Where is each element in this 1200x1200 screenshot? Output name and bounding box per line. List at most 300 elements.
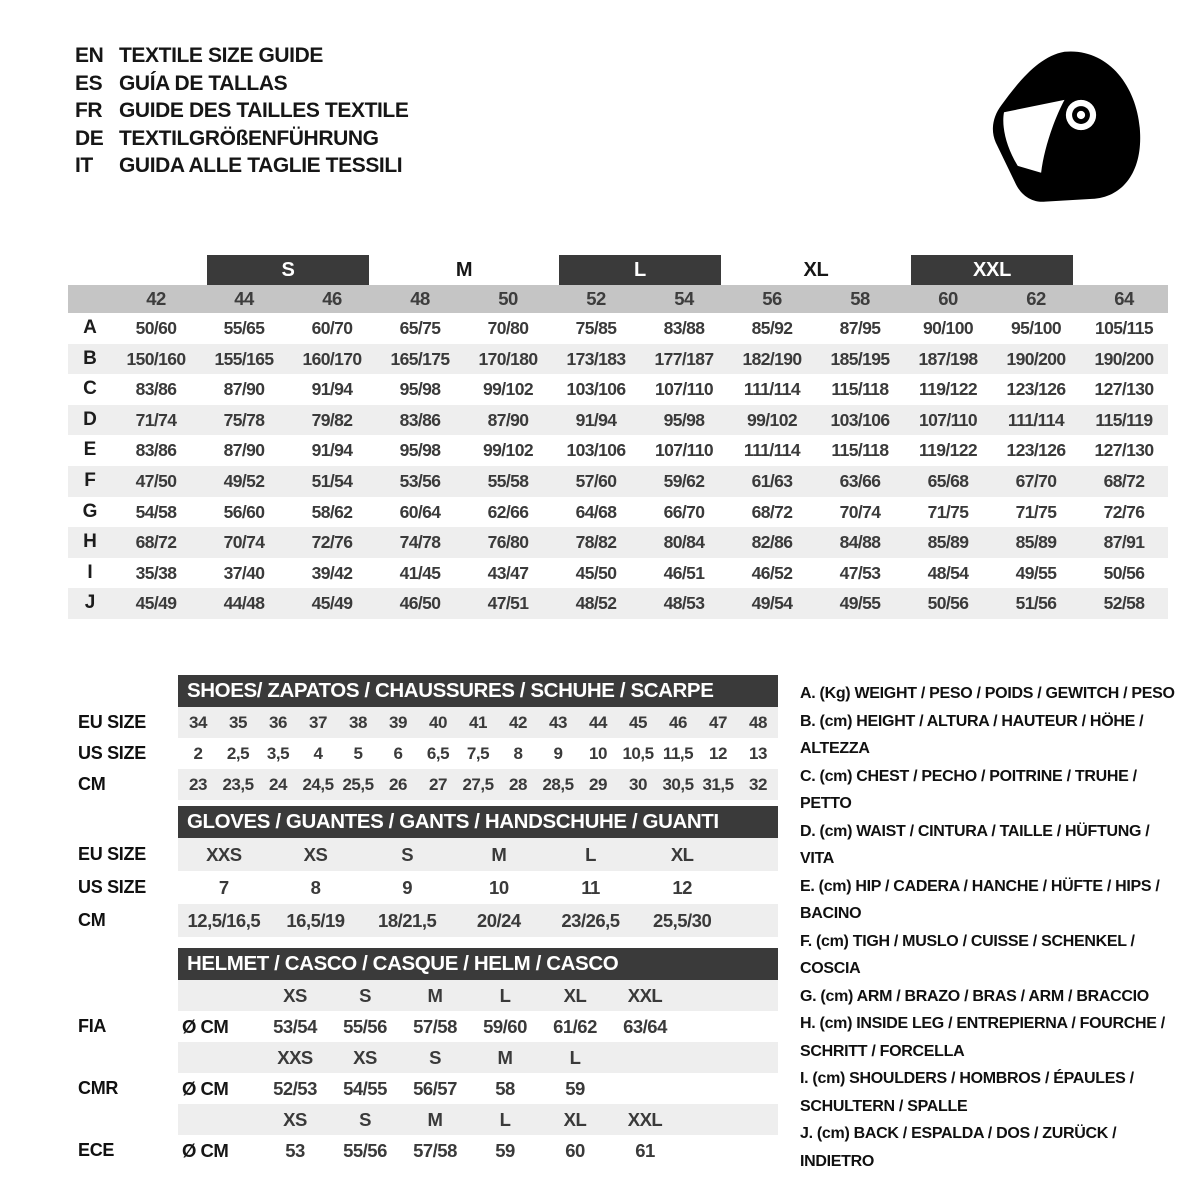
measurement-value: 95/98 [663, 409, 705, 430]
shoe-us-size: 11,5 [662, 743, 694, 763]
shoe-cm-size: 28,5 [542, 774, 574, 794]
ece-size-label: XL [563, 1108, 587, 1130]
cmr-value: 52/53 [273, 1077, 317, 1099]
measurement-value: 44/48 [223, 593, 265, 614]
shoe-us-size: 13 [749, 743, 767, 763]
size-number: 64 [1114, 288, 1134, 309]
measurement-value: 111/114 [743, 440, 801, 461]
measurement-value: 47/51 [487, 593, 529, 614]
language-title: GUIDA ALLE TAGLIE TESSILI [119, 154, 403, 177]
language-title: TEXTILE SIZE GUIDE [119, 44, 323, 67]
legend-item: B. (cm) HEIGHT / ALTURA / HAUTEUR / HÖHE / ALTEZZA [800, 712, 1144, 757]
shoe-eu-size: 39 [389, 712, 407, 732]
ece-value: 59 [495, 1139, 515, 1161]
size-group-xxl: XXL [911, 255, 1073, 285]
measurement-value: 107/110 [654, 379, 714, 400]
measurement-value: 46/52 [751, 562, 793, 583]
shoe-cm-size: 32 [749, 774, 767, 794]
measurement-value: 83/86 [135, 440, 177, 461]
measurement-row [68, 558, 1168, 589]
measurement-value: 48/53 [663, 593, 705, 614]
measurement-value: 65/75 [399, 318, 441, 338]
measurement-value: 49/52 [223, 470, 265, 491]
shoes-size-table [68, 675, 778, 800]
measurement-value: 190/200 [1006, 348, 1066, 369]
shoe-cm-size: 24,5 [302, 774, 334, 794]
gloves-size-table [68, 806, 778, 937]
shoes-table-title: SHOES/ ZAPATOS / CHAUSSURES / SCHUHE / SCARPE [178, 675, 778, 707]
glove-cm-size: 23/26,5 [561, 909, 620, 931]
measurement-value: 115/118 [831, 379, 889, 400]
size-number: 58 [850, 288, 870, 309]
measurement-value: 103/106 [566, 379, 626, 400]
shoe-us-size: 4 [313, 743, 323, 763]
gloves-cm-row [68, 904, 778, 937]
glove-cm-size: 25,5/30 [653, 909, 712, 931]
measurement-value: 50/56 [1103, 562, 1145, 583]
glove-us-size: 7 [218, 876, 229, 898]
ece-values-row [68, 1135, 778, 1166]
measurement-value: 150/160 [126, 348, 186, 369]
measurement-value: 91/94 [575, 409, 617, 430]
measurement-value: 63/66 [839, 470, 881, 491]
shoes-eu-values [178, 707, 778, 738]
ece-label: ECE [78, 1140, 115, 1160]
measurement-value: 91/94 [311, 440, 353, 461]
measurement-value: 87/91 [1103, 532, 1145, 553]
measurement-value: 155/165 [214, 348, 274, 369]
measurement-value: 85/89 [1015, 532, 1057, 553]
size-group-s: S [207, 255, 369, 285]
measurement-row [68, 588, 1168, 619]
cmr-value: 54/55 [343, 1077, 387, 1099]
measurement-row [68, 466, 1168, 497]
gloves-eu-row [68, 838, 778, 871]
language-code: FR [75, 99, 103, 122]
shoe-eu-size: 41 [469, 712, 487, 732]
gloves-cm-values [178, 904, 778, 937]
measurement-value: 82/86 [751, 532, 793, 553]
helmet-table-title: HELMET / CASCO / CASQUE / HELM / CASCO [178, 948, 778, 980]
measurement-value: 165/175 [390, 348, 450, 369]
measurement-value: 85/89 [927, 532, 969, 553]
measurement-value: 71/75 [927, 501, 969, 522]
measurement-value: 103/106 [566, 440, 626, 461]
legend-item: A. (Kg) WEIGHT / PESO / POIDS / GEWITCH / PESO [800, 685, 1175, 702]
size-number: 52 [586, 288, 606, 309]
measurement-legend [800, 680, 1178, 1175]
row-letter: E [83, 439, 97, 461]
measurement-value: 83/88 [663, 318, 705, 338]
fia-size-label: M [427, 984, 443, 1006]
gloves-us-values [178, 871, 778, 904]
measurement-value: 79/82 [311, 409, 353, 430]
language-title: TEXTILGRÖßENFÜHRUNG [119, 126, 379, 150]
fia-size-labels [178, 980, 778, 1011]
measurement-value: 70/74 [223, 532, 265, 553]
shoes-us-row [68, 738, 778, 769]
size-number: 56 [762, 288, 782, 309]
ece-size-label: M [427, 1108, 443, 1130]
cmr-size-label: S [429, 1046, 441, 1068]
measurement-value: 51/54 [311, 470, 353, 491]
language-code: EN [75, 44, 104, 67]
measurement-value: 75/78 [223, 409, 265, 430]
row-letter: J [84, 592, 96, 614]
size-number: 48 [410, 288, 430, 309]
measurement-value: 37/40 [223, 562, 265, 583]
measurement-value: 59/62 [663, 470, 705, 491]
measurement-value: 62/66 [487, 501, 529, 522]
measurement-row [68, 313, 1168, 344]
size-number: 50 [498, 288, 518, 309]
ece-value: 55/56 [343, 1139, 387, 1161]
measurement-value: 185/195 [830, 348, 890, 369]
shoe-eu-size: 38 [349, 712, 367, 732]
cmr-size-labels [178, 1042, 778, 1073]
measurement-value: 65/68 [927, 470, 969, 491]
shoe-us-size: 9 [553, 743, 563, 763]
measurement-value: 49/55 [839, 593, 881, 614]
shoe-cm-size: 24 [269, 774, 287, 794]
measurement-value: 51/56 [1015, 593, 1057, 614]
measurement-value: 103/106 [830, 409, 890, 430]
measurement-value: 99/102 [747, 409, 797, 430]
measurement-value: 41/45 [399, 562, 441, 583]
racing-helmet-icon [982, 36, 1147, 216]
fia-value: 63/64 [623, 1015, 667, 1037]
measurement-value: 160/170 [302, 348, 362, 369]
cmr-value: 56/57 [413, 1077, 457, 1099]
measurement-row [68, 497, 1168, 528]
ece-size-label: XS [283, 1108, 307, 1130]
measurement-value: 39/42 [311, 562, 353, 583]
measurement-value: 46/50 [399, 593, 441, 614]
measurement-value: 190/200 [1094, 348, 1154, 369]
measurement-value: 173/183 [566, 348, 626, 369]
ece-sizes-row [68, 1104, 778, 1135]
measurement-value: 49/55 [1015, 562, 1057, 583]
ece-value: 53 [285, 1139, 305, 1161]
measurement-value: 43/47 [487, 562, 529, 583]
measurement-value: 45/50 [575, 562, 617, 583]
shoe-eu-size: 44 [589, 712, 607, 732]
shoes-eu-row [68, 707, 778, 738]
size-number: 62 [1026, 288, 1046, 309]
language-title-list [75, 42, 408, 180]
measurement-value: 72/76 [311, 532, 353, 553]
legend-item: D. (cm) WAIST / CINTURA / TAILLE / HÜFTUNG / VITA [800, 822, 1150, 867]
fia-sizes-spacer [68, 980, 178, 1011]
cmr-value: 58 [495, 1077, 515, 1099]
measurement-row [68, 344, 1168, 375]
shoe-eu-size: 42 [509, 712, 527, 732]
measurement-value: 83/86 [399, 409, 441, 430]
measurement-value: 45/49 [311, 593, 353, 614]
shoe-cm-size: 30,5 [662, 774, 694, 794]
measurement-value: 68/72 [1103, 470, 1145, 491]
cmr-values [178, 1073, 778, 1104]
measurement-value: 80/84 [663, 532, 705, 553]
glove-eu-size: M [491, 843, 507, 865]
gloves-cm-label: CM [78, 910, 106, 930]
glove-us-size: 11 [581, 876, 600, 898]
fia-values-row [68, 1011, 778, 1042]
measurement-value: 71/74 [135, 409, 177, 430]
measurement-value: 76/80 [487, 532, 529, 553]
size-number: 54 [674, 288, 694, 309]
language-row [75, 70, 408, 98]
measurement-value: 115/118 [831, 440, 889, 461]
measurement-value: 57/60 [575, 470, 617, 491]
measurement-value: 177/187 [654, 348, 714, 369]
shoe-us-size: 12 [709, 743, 727, 763]
measurement-value: 99/102 [483, 440, 533, 461]
row-letter: C [83, 378, 97, 400]
shoe-cm-size: 26 [389, 774, 407, 794]
language-row [75, 152, 408, 180]
shoe-us-size: 5 [353, 743, 363, 763]
glove-us-size: 12 [672, 876, 692, 898]
shoe-eu-size: 48 [749, 712, 767, 732]
size-group-xl: XL [803, 258, 829, 281]
measurement-value: 52/58 [1103, 593, 1145, 614]
measurement-value: 74/78 [399, 532, 441, 553]
measurement-value: 54/58 [135, 501, 177, 522]
measurement-value: 182/190 [742, 348, 802, 369]
measurement-value: 105/115 [1094, 318, 1154, 338]
size-number: 46 [322, 288, 342, 309]
language-row [75, 125, 408, 153]
measurement-value: 47/50 [135, 470, 177, 491]
shoes-cm-row [68, 769, 778, 800]
shoe-eu-size: 37 [309, 712, 327, 732]
gloves-table-title: GLOVES / GUANTES / GANTS / HANDSCHUHE / GUANTI [178, 806, 778, 838]
textile-size-table [68, 255, 1168, 619]
glove-eu-size: S [401, 843, 414, 865]
row-letter: F [84, 469, 96, 491]
size-group-m: M [455, 258, 473, 281]
measurement-value: 55/58 [487, 470, 529, 491]
measurement-row [68, 435, 1168, 466]
ece-unit: Ø CM [182, 1139, 229, 1161]
fia-unit: Ø CM [182, 1015, 229, 1037]
size-group-header [68, 255, 1168, 285]
shoe-us-size: 6,5 [426, 743, 450, 763]
measurement-value: 84/88 [839, 532, 881, 553]
cmr-size-label: L [569, 1046, 581, 1068]
measurement-value: 123/126 [1006, 379, 1066, 400]
shoes-cm-label: CM [78, 774, 106, 794]
measurement-value: 53/56 [399, 470, 441, 491]
ece-value: 57/58 [413, 1139, 457, 1161]
cmr-size-label: XXS [277, 1046, 313, 1068]
measurement-value: 95/100 [1011, 318, 1061, 338]
shoe-cm-size: 23,5 [222, 774, 254, 794]
shoe-eu-size: 36 [269, 712, 287, 732]
fia-size-label: XS [283, 984, 307, 1006]
fia-value: 59/60 [483, 1015, 527, 1037]
measurement-value: 56/60 [223, 501, 265, 522]
measurement-value: 115/119 [1095, 409, 1153, 430]
measurement-value: 87/95 [839, 318, 881, 338]
shoe-eu-size: 35 [229, 712, 247, 732]
measurement-value: 50/56 [927, 593, 969, 614]
measurement-row [68, 527, 1168, 558]
shoe-us-size: 2 [193, 743, 203, 763]
measurement-value: 67/70 [1015, 470, 1057, 491]
shoe-cm-size: 29 [589, 774, 607, 794]
size-band-spacer [68, 285, 112, 313]
fia-size-label: L [499, 984, 511, 1006]
shoe-cm-size: 30 [629, 774, 647, 794]
ece-size-label: L [499, 1108, 511, 1130]
measurement-value: 170/180 [478, 348, 538, 369]
glove-us-size: 9 [402, 876, 413, 898]
measurement-value: 83/86 [135, 379, 177, 400]
measurement-value: 127/130 [1094, 379, 1154, 400]
row-letter: B [83, 347, 97, 369]
measurement-value: 60/64 [399, 501, 441, 522]
shoe-cm-size: 28 [509, 774, 527, 794]
fia-value: 53/54 [273, 1015, 317, 1037]
measurement-value: 87/90 [223, 379, 265, 400]
measurement-value: 127/130 [1094, 440, 1154, 461]
glove-cm-size: 12,5/16,5 [187, 909, 261, 931]
shoe-us-size: 6 [393, 743, 403, 763]
shoe-eu-size: 34 [189, 712, 207, 732]
measurement-value: 87/90 [223, 440, 265, 461]
glove-cm-size: 18/21,5 [378, 909, 437, 931]
glove-eu-size: XXS [206, 843, 242, 865]
measurement-row [68, 374, 1168, 405]
shoe-us-size: 10,5 [622, 743, 654, 763]
shoes-us-values [178, 738, 778, 769]
shoe-cm-size: 27,5 [462, 774, 494, 794]
measurement-value: 64/68 [575, 501, 617, 522]
shoe-eu-size: 40 [429, 712, 447, 732]
measurement-value: 119/122 [918, 379, 978, 400]
glove-eu-size: XS [303, 843, 328, 865]
measurement-rows [68, 313, 1168, 619]
cmr-value: 59 [565, 1077, 585, 1099]
glove-cm-size: 20/24 [476, 909, 521, 931]
shoes-cm-values [178, 769, 778, 800]
glove-us-size: 10 [489, 876, 509, 898]
helmet-size-table [68, 948, 778, 1166]
shoe-cm-size: 27 [429, 774, 447, 794]
cmr-values-row [68, 1073, 778, 1104]
measurement-value: 111/114 [1007, 409, 1065, 430]
legend-item: H. (cm) INSIDE LEG / ENTREPIERNA / FOURCHE / SCHRITT / FORCELLA [800, 1015, 1165, 1060]
fia-size-label: XL [563, 984, 587, 1006]
measurement-value: 70/74 [839, 501, 881, 522]
shoe-cm-size: 31,5 [702, 774, 734, 794]
language-row [75, 97, 408, 125]
row-letter: G [82, 500, 98, 522]
measurement-value: 123/126 [1006, 440, 1066, 461]
fia-value: 55/56 [343, 1015, 387, 1037]
measurement-row [68, 405, 1168, 436]
gloves-eu-values [178, 838, 778, 871]
gloves-eu-label: EU SIZE [78, 844, 146, 864]
shoe-eu-size: 47 [709, 712, 727, 732]
size-number-band [68, 285, 1168, 313]
fia-label: FIA [78, 1016, 107, 1036]
legend-item: J. (cm) BACK / ESPALDA / DOS / ZURÜCK / INDIETRO [800, 1125, 1117, 1170]
gloves-us-label: US SIZE [78, 877, 146, 897]
shoe-us-size: 3,5 [266, 743, 290, 763]
size-number: 44 [234, 288, 254, 309]
legend-item: C. (cm) CHEST / PECHO / POITRINE / TRUHE / PETTO [800, 767, 1137, 812]
measurement-value: 48/52 [575, 593, 617, 614]
cmr-unit: Ø CM [182, 1077, 229, 1099]
measurement-value: 78/82 [575, 532, 617, 553]
ece-value: 60 [565, 1139, 585, 1161]
legend-item: F. (cm) TIGH / MUSLO / CUISSE / SCHENKEL / COSCIA [800, 932, 1135, 977]
cmr-sizes-spacer [68, 1042, 178, 1073]
measurement-value: 60/70 [311, 318, 353, 338]
shoe-eu-size: 43 [549, 712, 567, 732]
measurement-value: 66/70 [663, 501, 705, 522]
fia-sizes-row [68, 980, 778, 1011]
row-letter: I [87, 561, 93, 583]
glove-eu-size: XL [670, 843, 694, 865]
language-title: GUÍA DE TALLAS [119, 71, 288, 95]
glove-eu-size: L [585, 843, 596, 865]
measurement-value: 68/72 [751, 501, 793, 522]
measurement-value: 48/54 [927, 562, 969, 583]
cmr-sizes-row [68, 1042, 778, 1073]
measurement-value: 71/75 [1015, 501, 1057, 522]
row-letter: H [83, 531, 97, 553]
measurement-value: 68/72 [135, 532, 177, 553]
shoe-us-size: 2,5 [226, 743, 250, 763]
measurement-value: 72/76 [1103, 501, 1145, 522]
shoe-cm-size: 23 [189, 774, 207, 794]
measurement-value: 75/85 [575, 318, 617, 338]
measurement-value: 119/122 [918, 440, 978, 461]
cmr-size-label: M [497, 1046, 513, 1068]
ece-values [178, 1135, 778, 1166]
language-code: ES [75, 71, 103, 95]
measurement-value: 35/38 [135, 562, 177, 583]
measurement-value: 46/51 [663, 562, 705, 583]
gloves-us-row [68, 871, 778, 904]
measurement-value: 58/62 [311, 501, 353, 522]
row-letter: A [83, 317, 97, 338]
measurement-value: 91/94 [311, 379, 353, 400]
shoe-eu-size: 45 [629, 712, 647, 732]
ece-size-label: S [359, 1108, 371, 1130]
measurement-value: 95/98 [399, 440, 441, 461]
row-letter: D [83, 408, 97, 430]
legend-item: E. (cm) HIP / CADERA / HANCHE / HÜFTE / HIPS / BACINO [800, 877, 1160, 922]
fia-value: 61/62 [553, 1015, 597, 1037]
measurement-value: 49/54 [751, 593, 793, 614]
language-code: DE [75, 126, 104, 150]
fia-size-label: XXL [627, 984, 663, 1006]
measurement-value: 187/198 [918, 348, 978, 369]
measurement-value: 85/92 [751, 318, 793, 338]
measurement-value: 87/90 [487, 409, 529, 430]
language-row [75, 42, 408, 70]
glove-cm-size: 16,5/19 [286, 909, 345, 931]
ece-value: 61 [635, 1139, 655, 1161]
glove-us-size: 8 [310, 876, 321, 898]
measurement-value: 90/100 [923, 318, 973, 338]
measurement-value: 61/63 [751, 470, 793, 491]
